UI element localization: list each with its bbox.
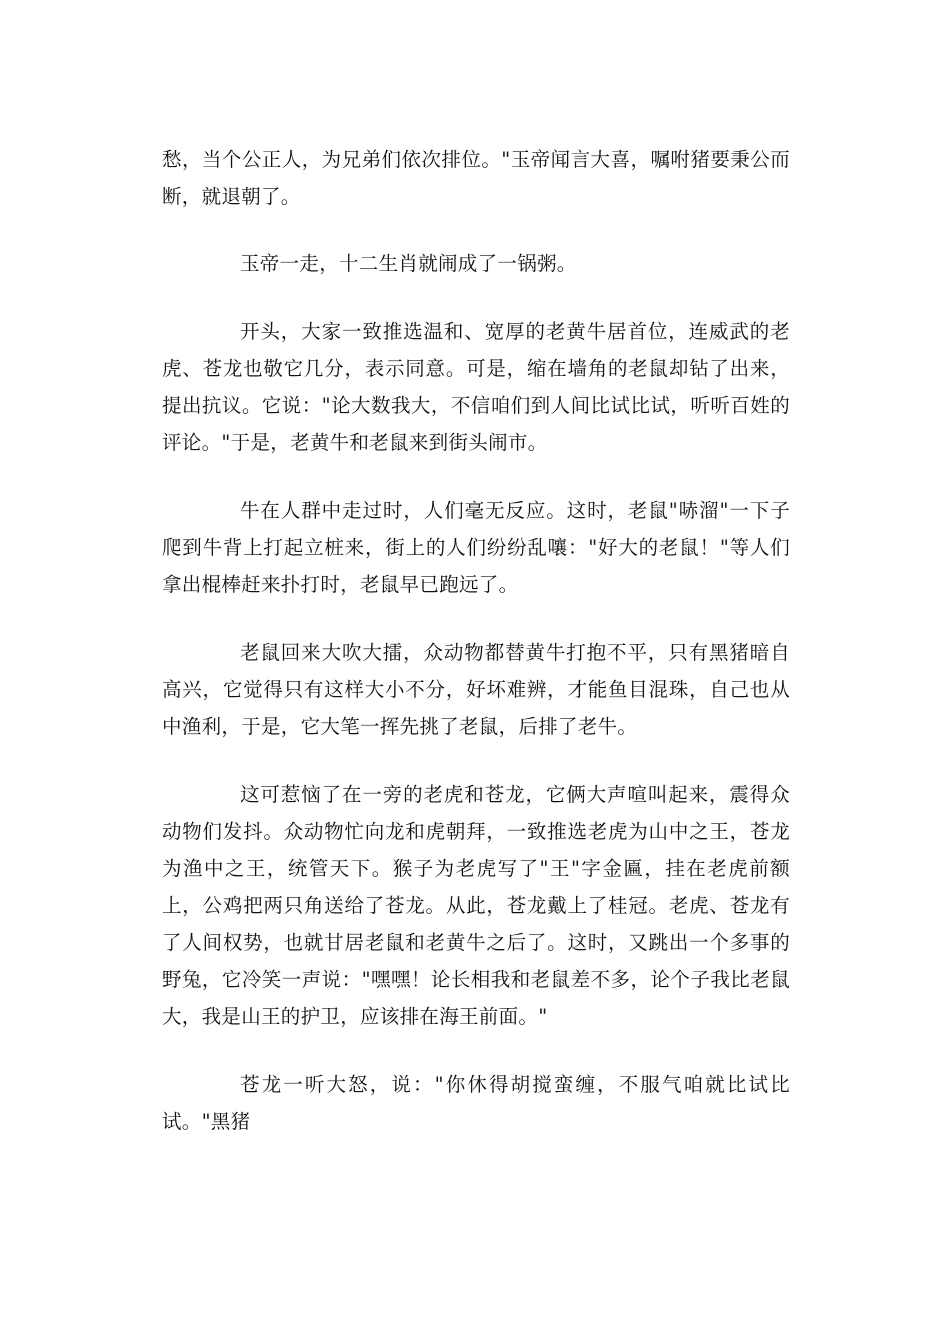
paragraph-7: 苍龙一听大怒，说："你休得胡搅蛮缠，不服气咱就比试比试。"黑猪	[162, 1073, 790, 1133]
paragraph-4: 牛在人群中走过时，人们毫无反应。这时，老鼠"哧溜"一下子爬到牛背上打起立桩来，街上的人们纷纷乱嚷："好大的老鼠！"等人们拿出棍棒赶来扑打时，老鼠早已跑远了。	[162, 499, 790, 596]
paragraph-3: 开头，大家一致推选温和、宽厚的老黄牛居首位，连威武的老虎、苍龙也敬它几分，表示同意。可是，缩在墙角的老鼠却钻了出来，提出抗议。它说："论大数我大，不信咱们到人间比试比试，听听百姓的评论。"于是，老黄牛和老鼠来到街头闹市。	[162, 320, 790, 454]
paragraph-2: 玉帝一走，十二生肖就闹成了一锅粥。	[240, 252, 577, 275]
paragraph-5: 老鼠回来大吹大擂，众动物都替黄牛打抱不平，只有黑猪暗自高兴，它觉得只有这样大小不分，好坏难辨，才能鱼目混珠，自己也从中渔利，于是，它大笔一挥先挑了老鼠，后排了老牛。	[162, 641, 790, 738]
paragraph-6: 这可惹恼了在一旁的老虎和苍龙，它俩大声喧叫起来，震得众动物们发抖。众动物忙向龙和虎朝拜，一致推选老虎为山中之王，苍龙为渔中之王，统管天下。猴子为老虎写了"王"字金匾，挂在老虎前额上，公鸡把两只角送给了苍龙。从此，苍龙戴上了桂冠。老虎、苍龙有了人间权势，也就甘居老鼠和老黄牛之后了。这时，又跳出一个多事的野兔，它冷笑一声说："嘿嘿！论长相我和老鼠差不多，论个子我比老鼠大，我是山王的护卫，应该排在海王前面。"	[162, 783, 790, 1028]
body-text	[162, 141, 790, 1140]
paragraph-1: 愁，当个公正人，为兄弟们依次排位。"玉帝闻言大喜，嘱咐猪要秉公而断，就退朝了。	[162, 148, 790, 208]
